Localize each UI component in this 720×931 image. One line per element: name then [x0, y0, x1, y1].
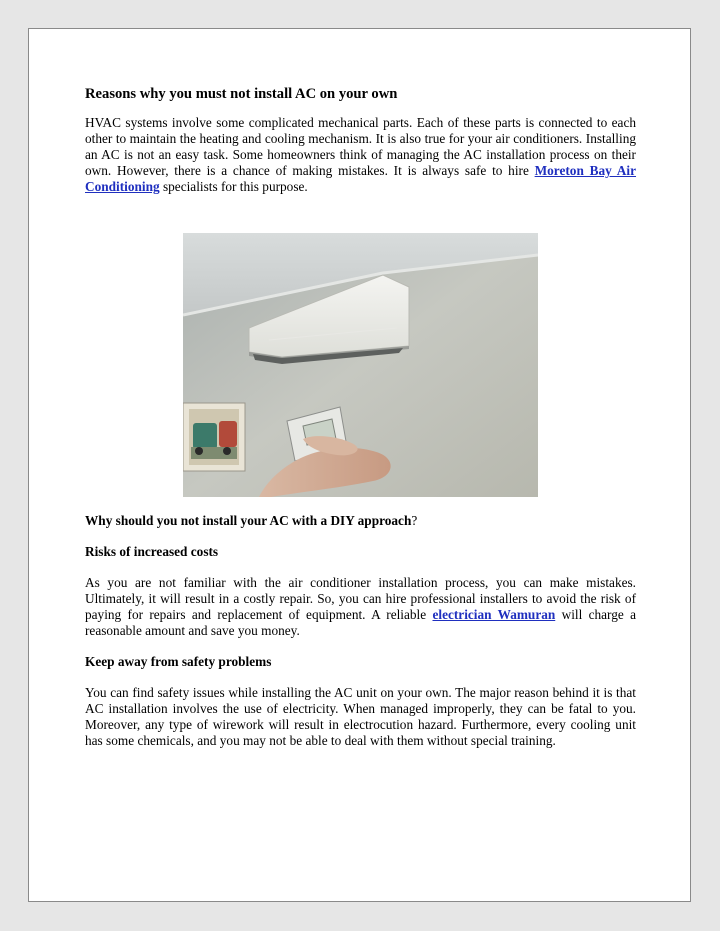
costs-text-before-link: As you are not familiar with the air conditioner installation process, you can make mistakes. Ultimately, it will result in a costly repair. So, you can hire professional installers to avoid the risk of paying for repairs and replacement of equipment. A reliable — [85, 575, 636, 622]
electrician-wamuran-link[interactable]: electrician Wamuran — [432, 607, 556, 622]
section-heading-costs: Risks of increased costs — [85, 544, 219, 559]
article-title: Reasons why you must not install AC on your own — [85, 86, 398, 102]
safety-paragraph: You can find safety issues while installing the AC unit on your own. The major reason behind it is that AC installation involves the use of electricity. When managed improperly, they can be fatal to you. Moreover, any type of wirework will result in electrocution hazard. Furthermore, every cooling unit has some chemicals, and you may not be able to deal with them without special training. — [85, 685, 636, 748]
question-heading — [85, 513, 636, 529]
article-body-continued — [85, 513, 636, 749]
intro-text-before-link: HVAC systems involve some complicated mechanical parts. Each of these parts is connected to each other to maintain the heating and cooling mechanism. It is also true for your air conditioners. Installing an AC is not an easy task. Some homeowners think of managing the AC installation process on their own. However, there is a chance of making mistakes. It is always safe to hire — [85, 115, 636, 178]
moreton-bay-air-conditioning-link[interactable]: Moreton Bay Air Conditioning — [85, 163, 637, 194]
section-heading-safety: Keep away from safety problems — [85, 654, 272, 669]
air-conditioner-photo — [183, 233, 538, 497]
question-heading-tail: ? — [411, 513, 418, 528]
costs-text-after-link: will charge a reasonable amount and save you money. — [85, 607, 637, 638]
article-body — [85, 85, 636, 195]
intro-text-after-link: specialists for this purpose. — [159, 179, 308, 194]
question-heading-bold: Why should you not install your AC with a DIY approach — [85, 513, 412, 528]
costs-paragraph — [85, 575, 636, 639]
intro-paragraph — [85, 115, 636, 195]
document-page — [28, 28, 691, 902]
